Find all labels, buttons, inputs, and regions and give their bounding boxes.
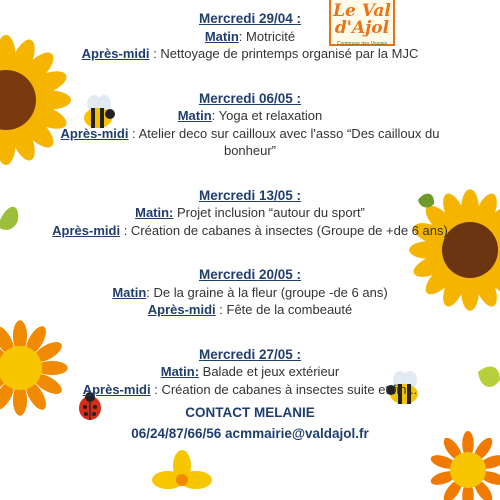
activity-text: Création de cabanes à insectes (Groupe de +de 6 ans) [130, 222, 448, 238]
activity-line [0, 107, 500, 125]
day-date: Mercredi 20/05 : [198, 267, 302, 282]
logo-text: Le Val d'Ajol [333, 1, 391, 38]
activity-text: Nettoyage de printemps organisé par la MJC [160, 46, 419, 61]
activity-label: Après-midi [147, 302, 216, 317]
contact-title: CONTACT MELANIE [185, 405, 315, 420]
activity-separator: : [215, 302, 227, 317]
day-date: Mercredi 13/05 : [198, 187, 302, 203]
activity-label: Matin [177, 108, 212, 123]
activity-text: Fête de la combeauté [226, 302, 353, 317]
activity-line [0, 301, 500, 319]
activity-label: Après-midi [81, 46, 150, 61]
activity-line [0, 284, 500, 302]
activity-label: Matin: [160, 364, 200, 379]
activity-label: Matin [112, 284, 147, 300]
activity-text: De la graine à la fleur (groupe -de 6 ans) [153, 284, 388, 300]
activity-separator: : [238, 28, 247, 44]
activity-separator: : [150, 381, 162, 397]
activity-separator: : [149, 46, 161, 61]
logo-subtitle: Commune des Vosges [336, 41, 388, 47]
activity-line [0, 363, 500, 381]
activity-line [0, 204, 500, 222]
activity-label: Matin [204, 28, 239, 44]
activity-separator: : [120, 222, 131, 238]
day-date: Mercredi 27/05 : [198, 346, 302, 362]
activity-label: Après-midi [52, 222, 121, 238]
contact-line: 06/24/87/66/56 acmmairie@valdajol.fr [131, 425, 369, 441]
day-block [0, 346, 500, 399]
activity-line [0, 222, 500, 240]
activity-text: Création de cabanes à insectes suite et fin... [161, 381, 418, 397]
day-block [0, 266, 500, 319]
activity-separator: : [146, 284, 154, 300]
day-block [0, 90, 500, 160]
activity-label: Matin: [135, 205, 174, 220]
activity-text: Yoga et relaxation [218, 108, 323, 123]
activity-separator: : [211, 108, 219, 123]
activity-text: Atelier deco sur cailloux avec l'asso “Des cailloux du bonheur” [138, 125, 440, 158]
activity-text: Motricité [246, 28, 296, 44]
contact-block [0, 404, 500, 442]
activity-text: Projet inclusion “autour du sport” [177, 205, 365, 220]
day-block [0, 10, 500, 63]
day-date: Mercredi 06/05 : [198, 90, 302, 106]
activity-text: Balade et jeux extérieur [202, 364, 340, 379]
activity-label: Après-midi [82, 381, 151, 397]
day-date: Mercredi 29/04 : [198, 11, 302, 26]
activity-line [0, 381, 500, 399]
activity-line [0, 125, 500, 160]
activity-separator: : [128, 125, 139, 141]
day-block [0, 187, 500, 240]
activity-line [0, 45, 500, 63]
activity-label: Après-midi [60, 125, 129, 141]
activity-line [0, 28, 500, 46]
